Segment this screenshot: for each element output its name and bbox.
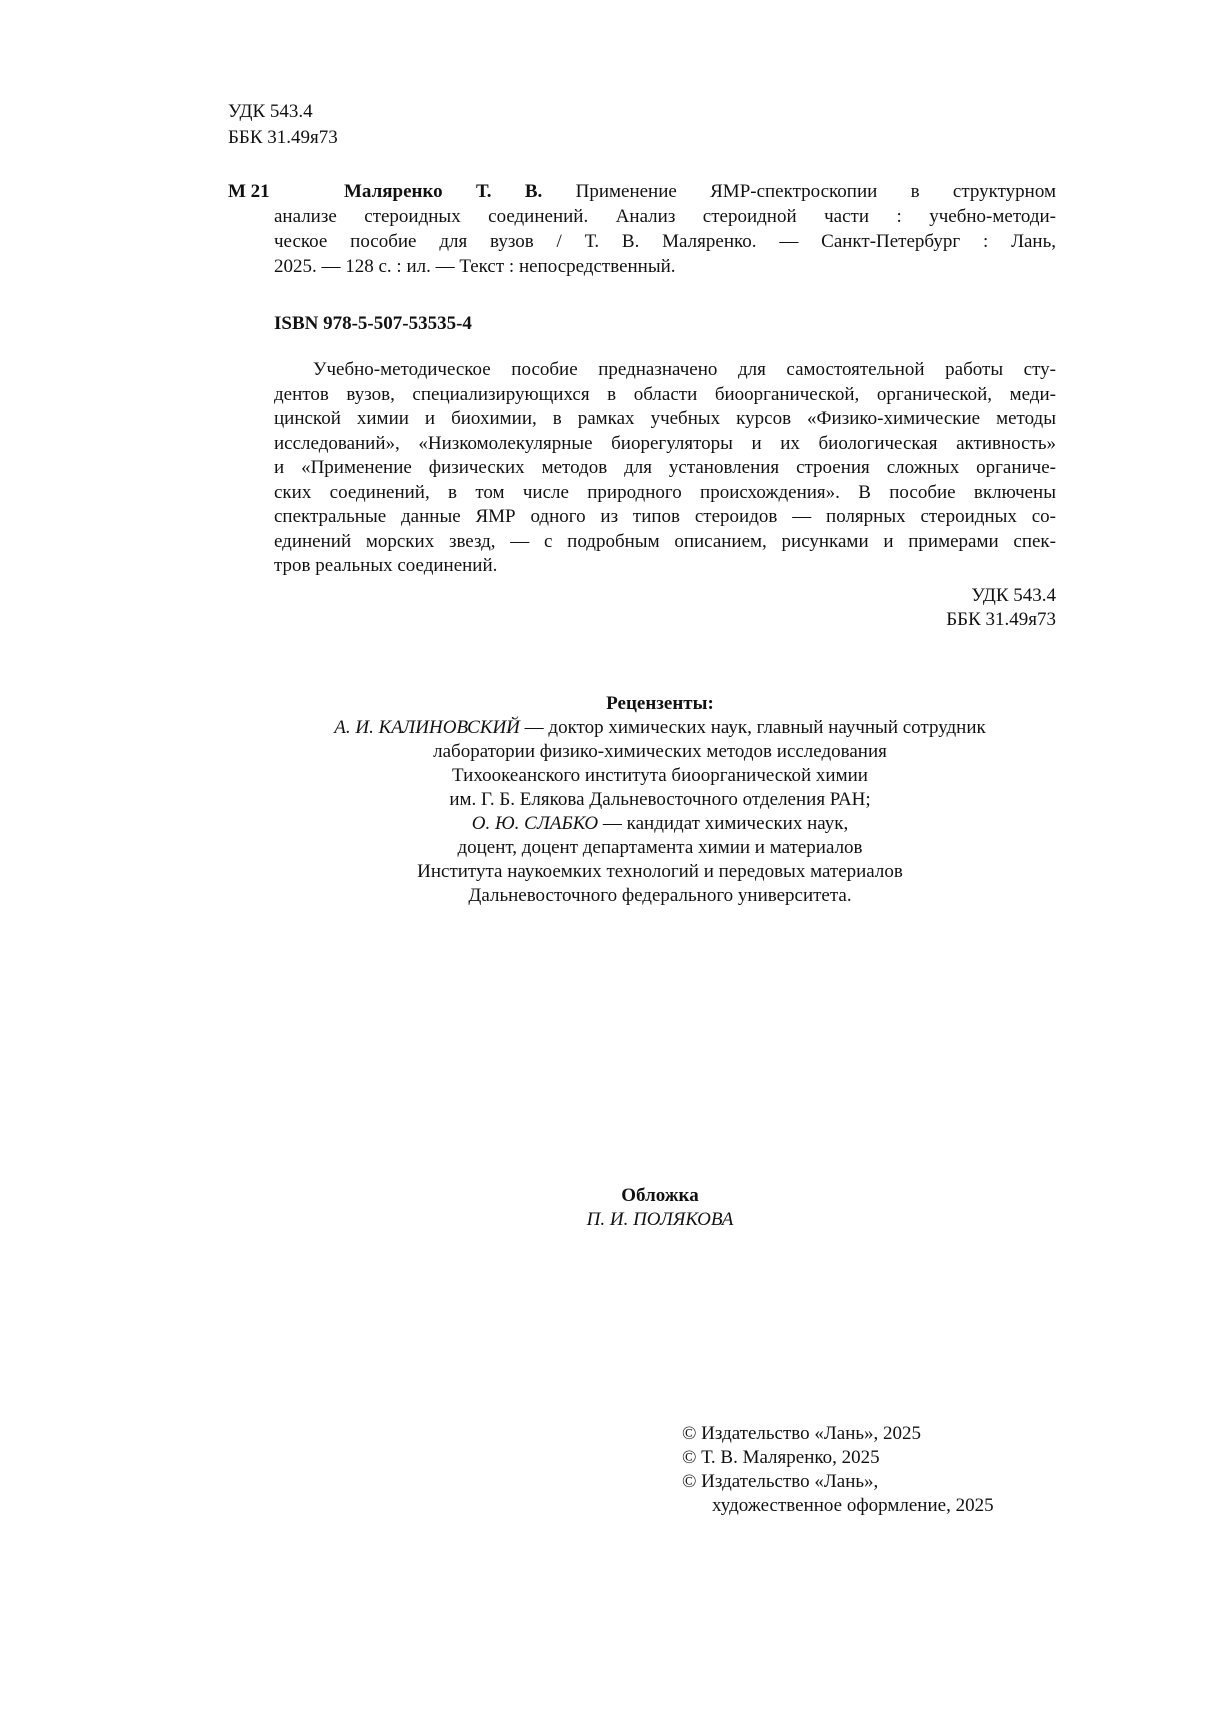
entry-line-1 xyxy=(344,180,1056,204)
reviewer-1-title: — доктор химических наук, главный научный сотрудник xyxy=(519,717,986,738)
reviewer-1-line-3: Тихоокеанского института биоорганической химии xyxy=(452,765,868,786)
annotation-line-9: тров реальных соединений. xyxy=(274,555,498,576)
bbk-right: ББК 31.49я73 xyxy=(946,609,1056,630)
copyright-design-2: художественное оформление, 2025 xyxy=(712,1495,994,1516)
reviewer-2-line-3: Института наукоемких технологий и передовых материалов xyxy=(417,861,903,882)
reviewer-2-line-4: Дальневосточного федерального университета. xyxy=(468,885,852,906)
reviewer-1-line-2: лаборатории физико-химических методов исследования xyxy=(433,741,887,762)
reviewer-1-name: А. И. КАЛИНОВСКИЙ xyxy=(334,717,520,738)
entry-line-2: анализе стероидных соединений. Анализ стероидной части : учебно-методи- xyxy=(274,206,1056,227)
entry-author: Маляренко Т. В. xyxy=(344,181,543,202)
annotation-line-4: исследований», «Низкомолекулярные биорегуляторы и их биологическая активность» xyxy=(274,433,1056,454)
annotation-line-7: спектральные данные ЯМР одного из типов стероидов — полярных стероидных со- xyxy=(274,506,1056,527)
entry-line-3: ческое пособие для вузов / Т. В. Маляренко. — Санкт-Петербург : Лань, xyxy=(274,231,1056,252)
reviewer-1-line-4: им. Г. Б. Елякова Дальневосточного отделения РАН; xyxy=(449,789,871,810)
entry-title-start: Применение ЯМР-спектроскопии в структурном xyxy=(575,181,1056,202)
author-sign: М 21 xyxy=(228,181,270,202)
cover-heading: Обложка xyxy=(621,1185,699,1206)
copyright-design-1: © Издательство «Лань», xyxy=(682,1471,879,1492)
reviewer-2-line-2: доцент, доцент департамента химии и материалов xyxy=(457,837,863,858)
annotation-line-1: Учебно-методическое пособие предназначено для самостоятельной работы сту- xyxy=(313,359,1056,380)
isbn: ISBN 978-5-507-53535-4 xyxy=(274,313,472,334)
annotation-line-3: цинской химии и биохимии, в рамках учебных курсов «Физико-химические методы xyxy=(274,408,1056,429)
reviewer-2-name: О. Ю. СЛАБКО xyxy=(471,813,599,834)
entry-line-4: 2025. — 128 с. : ил. — Текст : непосредственный. xyxy=(274,256,676,277)
reviewer-2-line-1 xyxy=(280,812,1040,836)
reviewers-heading: Рецензенты: xyxy=(606,693,714,714)
copyright-author: © Т. В. Маляренко, 2025 xyxy=(682,1447,880,1468)
reviewer-1-line-1 xyxy=(280,716,1040,740)
copyright-publisher: © Издательство «Лань», 2025 xyxy=(682,1423,922,1444)
annotation-line-8: единений морских звезд, — с подробным описанием, рисунками и примерами спек- xyxy=(274,531,1056,552)
annotation-line-5: и «Применение физических методов для установления строения сложных органиче- xyxy=(274,457,1056,478)
udk-right: УДК 543.4 xyxy=(971,585,1056,606)
cover-designer: П. И. ПОЛЯКОВА xyxy=(586,1209,734,1230)
reviewer-2-title: — кандидат химических наук, xyxy=(598,813,849,834)
annotation-line-2: дентов вузов, специализирующихся в области биоорганической, органической, меди- xyxy=(274,384,1056,405)
udk-top: УДК 543.4 xyxy=(228,101,313,122)
annotation-line-6: ских соединений, в том числе природного происхождения». В пособие включены xyxy=(274,482,1056,503)
bbk-top: ББК 31.49я73 xyxy=(228,127,338,148)
